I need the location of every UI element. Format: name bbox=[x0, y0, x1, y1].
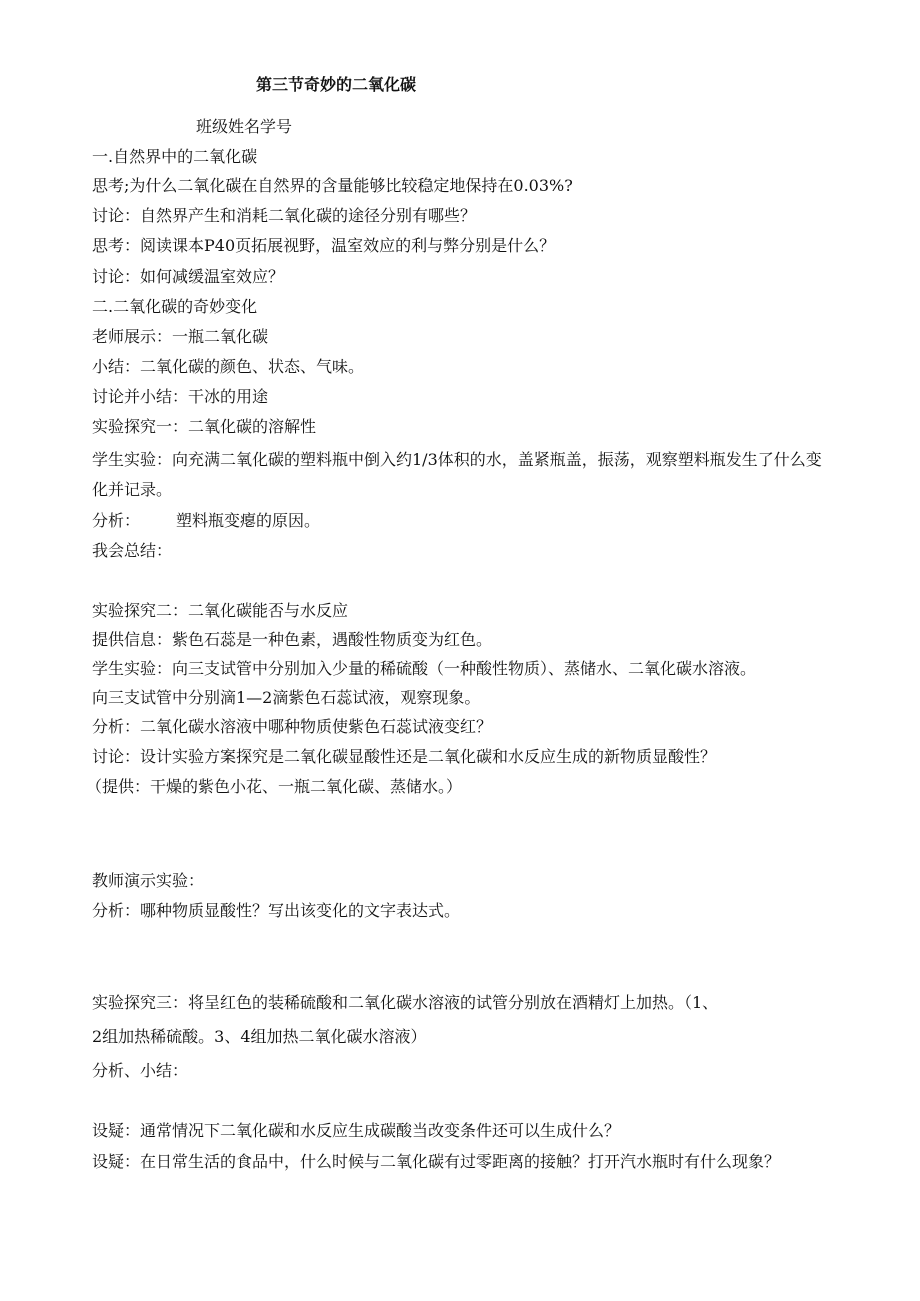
teacher-demo-line: 教师演示实验： bbox=[92, 871, 205, 890]
experiment-2-analysis: 分析：二氧化碳水溶液中哪种物质使紫色石蕊试液变红？ bbox=[92, 717, 493, 736]
discuss-question-1: 讨论：自然界产生和消耗二氧化碳的途径分别有哪些？ bbox=[92, 206, 477, 225]
experiment-2-student-2: 向三支试管中分别滴1—2滴紫色石蕊试液，观察现象。 bbox=[92, 688, 481, 707]
teacher-analysis-line: 分析：哪种物质显酸性？写出该变化的文字表达式。 bbox=[92, 901, 461, 920]
experiment-3-line-1: 实验探究三：将呈红色的装稀硫酸和二氧化碳水溶液的试管分别放在酒精灯上加热。（1、 bbox=[92, 993, 719, 1012]
teacher-show-line: 老师展示：一瓶二氧化碳 bbox=[92, 327, 269, 346]
experiment-2-discuss: 讨论：设计实验方案探究是二氧化碳显酸性还是二氧化碳和水反应生成的新物质显酸性？ bbox=[92, 747, 717, 766]
experiment-1-title: 实验探究一：二氧化碳的溶解性 bbox=[92, 417, 317, 436]
page-title: 第三节奇妙的二氧化碳 bbox=[256, 75, 417, 94]
think-question-2: 思考：阅读课本P40页拓展视野，温室效应的利与弊分别是什么？ bbox=[92, 236, 556, 255]
analysis-label: 分析： bbox=[92, 511, 141, 530]
experiment-3-summary: 分析、小结： bbox=[92, 1061, 189, 1080]
section2-heading: 二.二氧化碳的奇妙变化 bbox=[92, 297, 258, 316]
summary-line-1: 小结：二氧化碳的颜色、状态、气味。 bbox=[92, 357, 365, 376]
experiment-1-analysis bbox=[92, 510, 320, 532]
experiment-2-student: 学生实验：向三支试管中分别加入少量的稀硫酸（一种酸性物质）、蒸储水、二氧化碳水溶液。 bbox=[92, 659, 757, 678]
experiment-2-provide: （提供：干燥的紫色小花、一瓶二氧化碳、蒸储水。） bbox=[86, 777, 463, 796]
section1-heading: 一.自然界中的二氧化碳 bbox=[92, 147, 258, 166]
doubt-question-2: 设疑：在日常生活的食品中，什么时候与二氧化碳有过零距离的接触？打开汽水瓶时有什么现象？ bbox=[92, 1152, 781, 1171]
analysis-text: 塑料瓶变瘪的原因。 bbox=[176, 511, 321, 530]
experiment-2-title: 实验探究二：二氧化碳能否与水反应 bbox=[92, 601, 349, 620]
student-info-line: 班级姓名学号 bbox=[196, 117, 293, 136]
experiment-1-student: 学生实验：向充满二氧化碳的塑料瓶中倒入约1/3体积的水，盖紧瓶盖，振荡，观察塑料瓶发生了什么变化并记录。 bbox=[92, 450, 822, 499]
discuss-question-2: 讨论：如何减缓温室效应？ bbox=[92, 267, 285, 286]
doubt-question-1: 设疑：通常情况下二氧化碳和水反应生成碳酸当改变条件还可以生成什么？ bbox=[92, 1121, 621, 1140]
experiment-1-conclude: 我会总结： bbox=[92, 541, 173, 560]
experiment-2-info: 提供信息：紫色石蕊是一种色素，遇酸性物质变为红色。 bbox=[92, 630, 493, 649]
summary-line-2: 讨论并小结：干冰的用途 bbox=[92, 387, 269, 406]
think-question-1: 思考;为什么二氧化碳在自然界的含量能够比较稳定地保持在0.03%? bbox=[92, 176, 573, 195]
experiment-3-line-2: 2组加热稀硫酸。3、4组加热二氧化碳水溶液） bbox=[92, 1027, 427, 1046]
